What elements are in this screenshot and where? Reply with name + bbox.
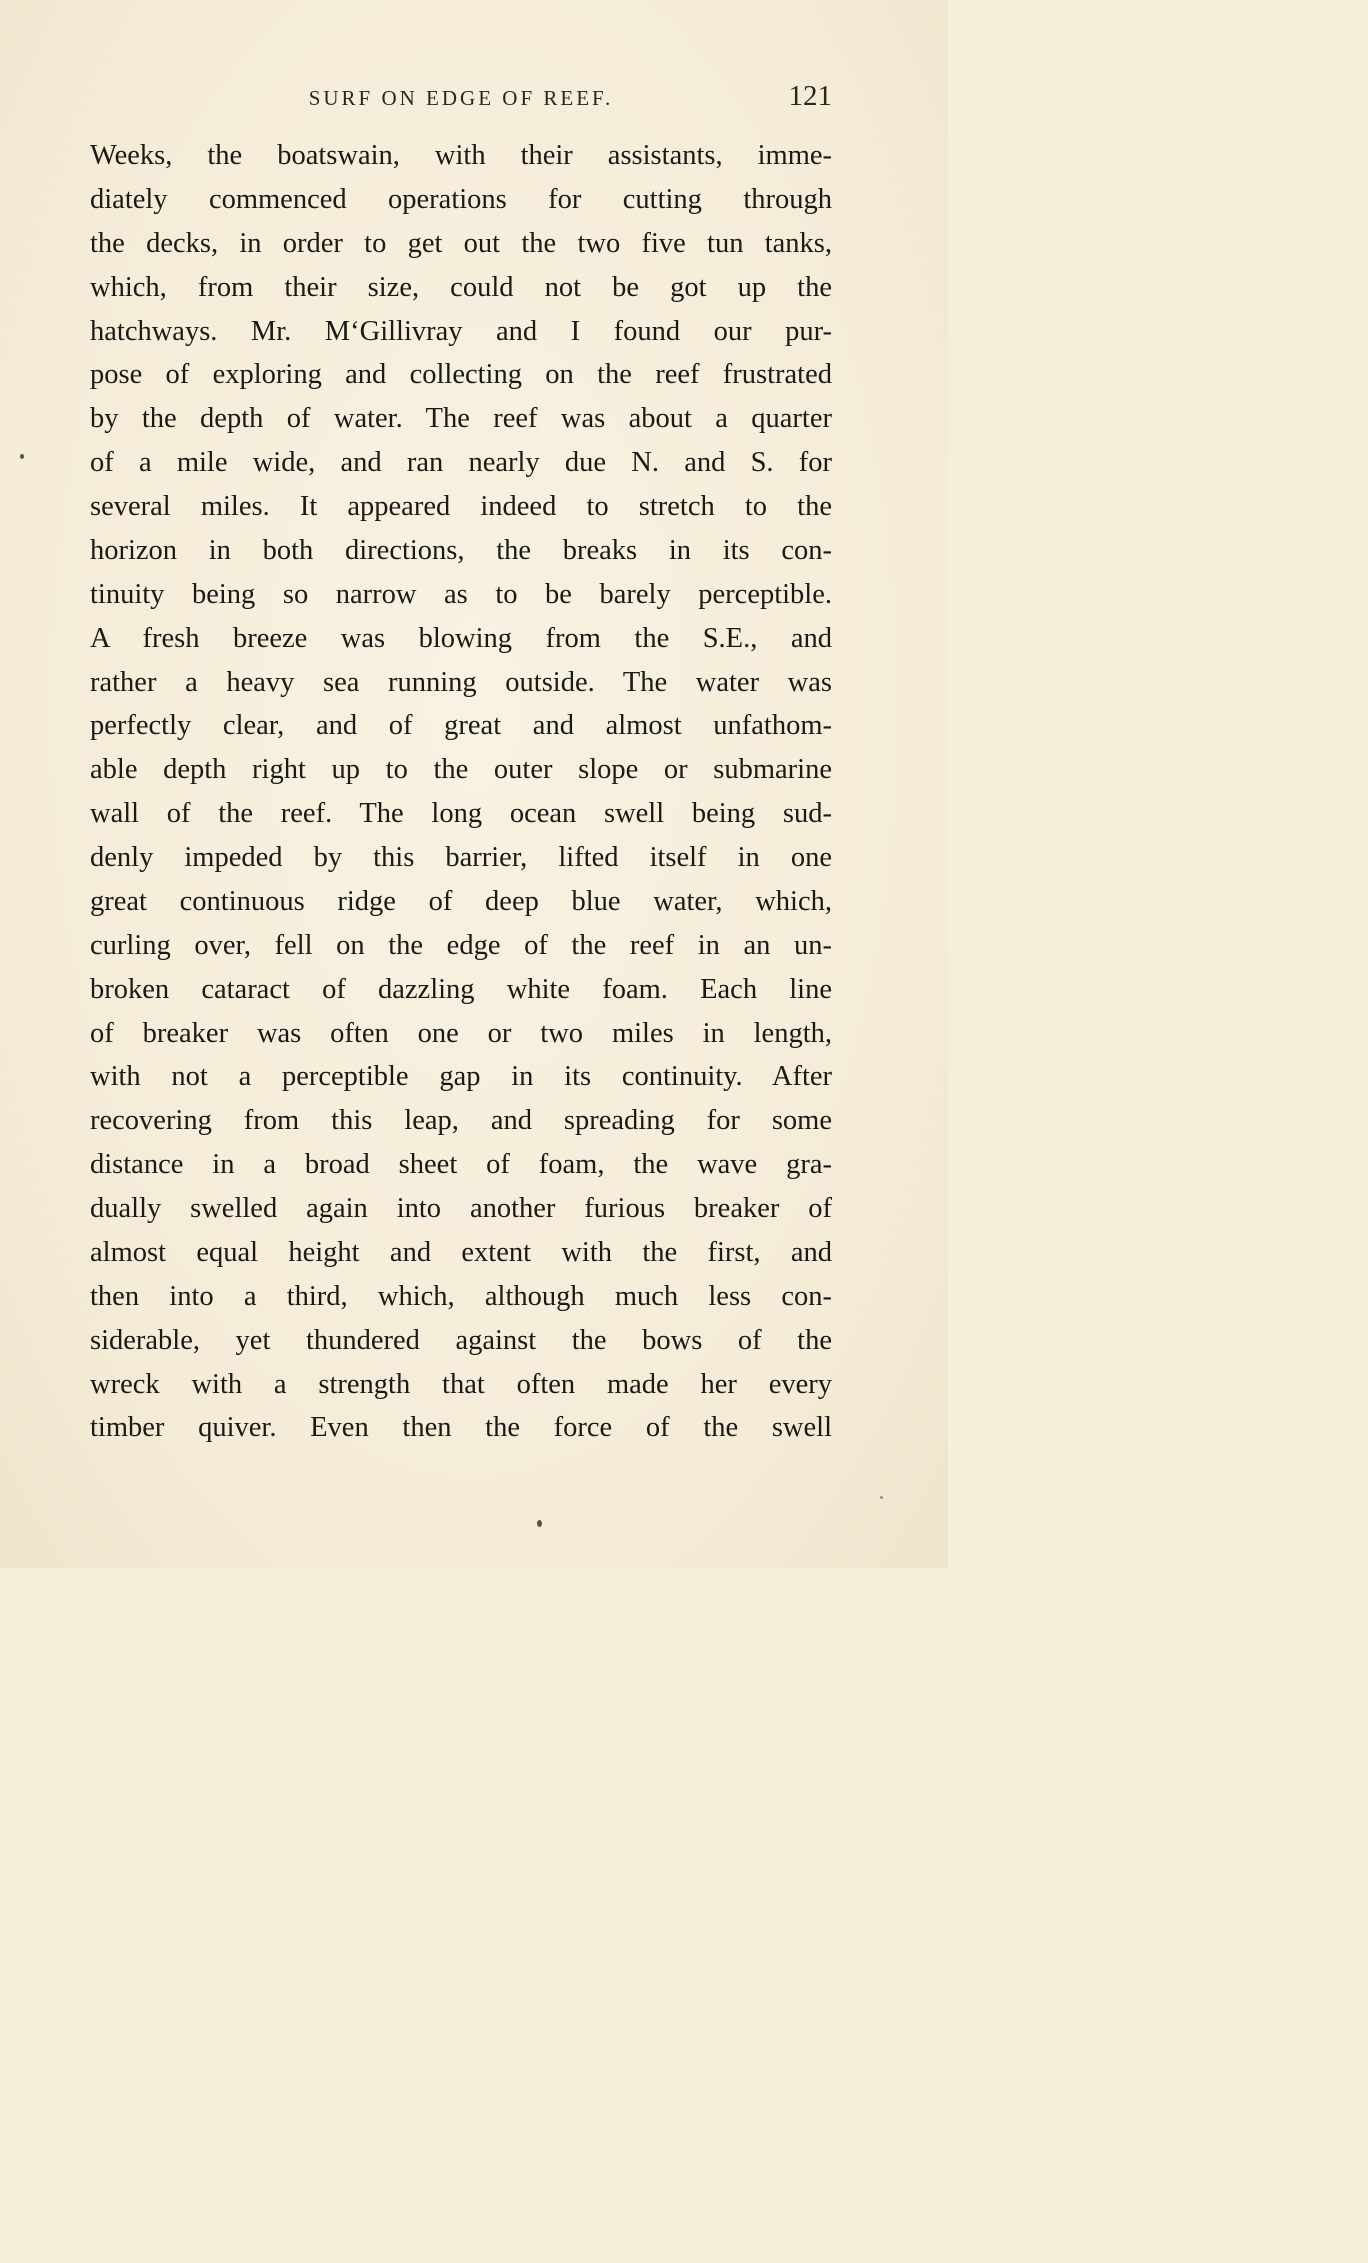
page-number: 121 — [788, 80, 832, 112]
text-line: wreck with a strength that often made her every — [90, 1368, 832, 1400]
text-line: diately commenced operations for cutting through — [90, 183, 832, 215]
book-page — [0, 0, 948, 1568]
text-line: dually swelled again into another furious breaker of — [90, 1193, 832, 1224]
text-line: wall of the reef. The long ocean swell being sud- — [90, 798, 832, 830]
text-line: Weeks, the boatswain, with their assistants, imme- — [90, 140, 832, 171]
text-line: of a mile wide, and ran nearly due N. and S. for — [90, 447, 832, 479]
text-line: recovering from this leap, and spreading for some — [90, 1105, 832, 1137]
body-paragraph — [90, 134, 832, 1450]
text-line: denly impeded by this barrier, lifted itself in one — [90, 842, 832, 873]
text-line: timber quiver. Even then the force of the swell — [90, 1412, 832, 1444]
text-line: which, from their size, could not be got up the — [90, 271, 832, 303]
text-line: with not a perceptible gap in its continuity. After — [90, 1061, 832, 1093]
text-line: siderable, yet thundered against the bows of the — [90, 1324, 832, 1356]
text-line: broken cataract of dazzling white foam. Each line — [90, 973, 832, 1005]
text-line: several miles. It appeared indeed to stretch to the — [90, 491, 832, 522]
text-line: of breaker was often one or two miles in length, — [90, 1017, 832, 1049]
text-line: able depth right up to the outer slope or submarine — [90, 754, 832, 786]
text-line: rather a heavy sea running outside. The water was — [90, 666, 832, 698]
text-line: almost equal height and extent with the first, and — [90, 1236, 832, 1268]
text-line: perfectly clear, and of great and almost unfathom- — [90, 710, 832, 742]
text-line: A fresh breeze was blowing from the S.E., and — [90, 622, 832, 654]
text-line: the decks, in order to get out the two five tun tanks, — [90, 227, 832, 259]
text-line: pose of exploring and collecting on the reef frustrated — [90, 359, 832, 391]
text-line: horizon in both directions, the breaks in its con- — [90, 534, 832, 566]
ink-speck — [537, 1520, 542, 1527]
running-title: SURF ON EDGE OF REEF. — [308, 86, 614, 110]
text-line: distance in a broad sheet of foam, the wave gra- — [90, 1149, 832, 1181]
ink-speck — [880, 1496, 883, 1499]
text-line: then into a third, which, although much less con- — [90, 1280, 832, 1312]
text-line: tinuity being so narrow as to be barely perceptible. — [90, 578, 832, 610]
ink-speck — [20, 454, 24, 459]
text-line: hatchways. Mr. M‘Gillivray and I found our pur- — [90, 315, 832, 347]
text-line: great continuous ridge of deep blue water, which, — [90, 885, 832, 917]
text-line: curling over, fell on the edge of the reef in an un- — [90, 929, 832, 961]
text-line: by the depth of water. The reef was about a quarter — [90, 403, 832, 435]
running-header — [90, 80, 832, 114]
